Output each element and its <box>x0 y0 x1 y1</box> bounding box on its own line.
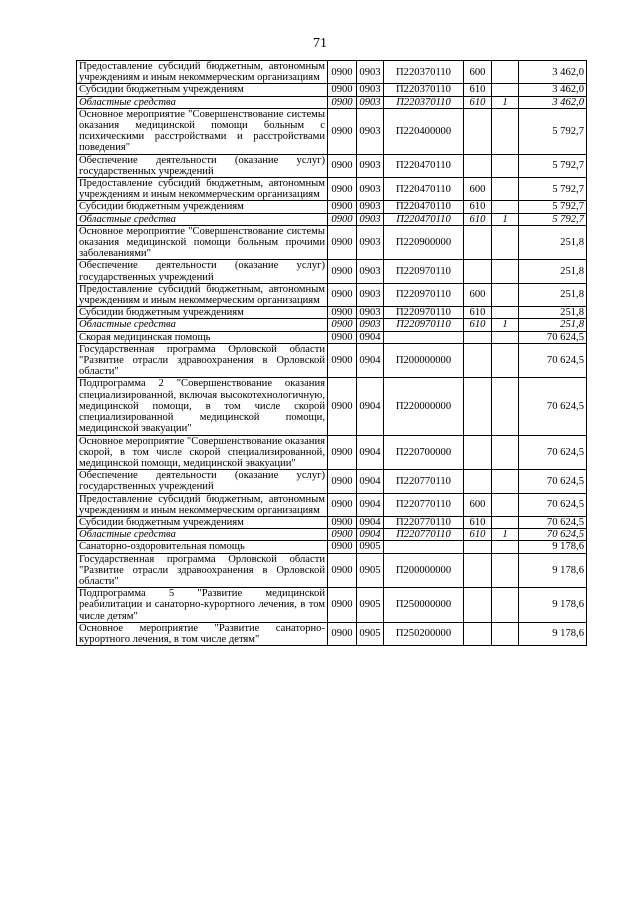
amount-cell: 70 624,5 <box>519 378 587 435</box>
expense-type-cell: 600 <box>464 283 492 306</box>
subsection-code-cell: 0903 <box>357 154 384 177</box>
row-name-cell: Областные средства <box>77 96 328 108</box>
amount-cell: 9 178,6 <box>519 553 587 588</box>
target-article-cell: П220770110 <box>384 516 464 528</box>
section-code-cell: 0900 <box>328 319 357 331</box>
target-article-cell <box>384 331 464 343</box>
table-row <box>77 553 587 588</box>
funding-source-cell <box>492 61 519 84</box>
row-name-cell: Санаторно-оздоровительная помощь <box>77 541 328 553</box>
table-row <box>77 319 587 331</box>
section-code-cell: 0900 <box>328 622 357 645</box>
subsection-code-cell: 0903 <box>357 108 384 154</box>
expense-type-cell: 610 <box>464 319 492 331</box>
funding-source-cell <box>492 260 519 283</box>
section-code-cell: 0900 <box>328 84 357 96</box>
section-code-cell: 0900 <box>328 516 357 528</box>
funding-source-cell <box>492 331 519 343</box>
row-name-cell: Основное мероприятие "Совершенствование оказания скорой, в том числе скорой специализированной, медицинской помощи, медицинской эвакуации" <box>77 435 328 470</box>
amount-cell: 5 792,7 <box>519 201 587 213</box>
target-article-cell: П220970110 <box>384 260 464 283</box>
funding-source-cell <box>492 225 519 260</box>
section-code-cell: 0900 <box>328 553 357 588</box>
section-code-cell: 0900 <box>328 178 357 201</box>
expense-type-cell <box>464 108 492 154</box>
amount-cell: 5 792,7 <box>519 213 587 225</box>
subsection-code-cell: 0904 <box>357 343 384 378</box>
funding-source-cell <box>492 516 519 528</box>
target-article-cell: П220470110 <box>384 213 464 225</box>
budget-table-body <box>77 61 587 646</box>
table-row <box>77 470 587 493</box>
expense-type-cell <box>464 378 492 435</box>
section-code-cell: 0900 <box>328 283 357 306</box>
row-name-cell: Предоставление субсидий бюджетным, автономным учреждениям и иным некоммерческим организациям <box>77 493 328 516</box>
table-row <box>77 201 587 213</box>
section-code-cell: 0900 <box>328 108 357 154</box>
expense-type-cell <box>464 331 492 343</box>
row-name-cell: Субсидии бюджетным учреждениям <box>77 84 328 96</box>
target-article-cell: П200000000 <box>384 343 464 378</box>
amount-cell: 251,8 <box>519 319 587 331</box>
row-name-cell: Государственная программа Орловской области "Развитие отрасли здравоохранения в Орловской области" <box>77 553 328 588</box>
funding-source-cell <box>492 622 519 645</box>
funding-source-cell <box>492 588 519 623</box>
target-article-cell <box>384 541 464 553</box>
funding-source-cell <box>492 553 519 588</box>
amount-cell: 5 792,7 <box>519 178 587 201</box>
table-row <box>77 622 587 645</box>
table-row <box>77 541 587 553</box>
amount-cell: 70 624,5 <box>519 331 587 343</box>
expense-type-cell <box>464 435 492 470</box>
target-article-cell: П220770110 <box>384 470 464 493</box>
funding-source-cell <box>492 307 519 319</box>
row-name-cell: Субсидии бюджетным учреждениям <box>77 307 328 319</box>
subsection-code-cell: 0904 <box>357 470 384 493</box>
expense-type-cell: 610 <box>464 529 492 541</box>
expense-type-cell: 610 <box>464 201 492 213</box>
section-code-cell: 0900 <box>328 470 357 493</box>
expense-type-cell <box>464 622 492 645</box>
funding-source-cell <box>492 283 519 306</box>
subsection-code-cell: 0903 <box>357 61 384 84</box>
expense-type-cell <box>464 225 492 260</box>
expense-type-cell <box>464 470 492 493</box>
table-row <box>77 154 587 177</box>
funding-source-cell: 1 <box>492 319 519 331</box>
row-name-cell: Скорая медицинская помощь <box>77 331 328 343</box>
row-name-cell: Предоставление субсидий бюджетным, автономным учреждениям и иным некоммерческим организациям <box>77 283 328 306</box>
table-row <box>77 307 587 319</box>
funding-source-cell: 1 <box>492 213 519 225</box>
table-row <box>77 213 587 225</box>
funding-source-cell: 1 <box>492 529 519 541</box>
section-code-cell: 0900 <box>328 201 357 213</box>
section-code-cell: 0900 <box>328 588 357 623</box>
table-row <box>77 178 587 201</box>
amount-cell: 251,8 <box>519 283 587 306</box>
amount-cell: 251,8 <box>519 260 587 283</box>
section-code-cell: 0900 <box>328 331 357 343</box>
subsection-code-cell: 0904 <box>357 435 384 470</box>
subsection-code-cell: 0905 <box>357 622 384 645</box>
funding-source-cell <box>492 201 519 213</box>
funding-source-cell <box>492 154 519 177</box>
section-code-cell: 0900 <box>328 260 357 283</box>
target-article-cell: П220970110 <box>384 319 464 331</box>
target-article-cell: П220370110 <box>384 96 464 108</box>
target-article-cell: П220770110 <box>384 529 464 541</box>
amount-cell: 3 462,0 <box>519 96 587 108</box>
section-code-cell: 0900 <box>328 307 357 319</box>
target-article-cell: П220970110 <box>384 283 464 306</box>
row-name-cell: Субсидии бюджетным учреждениям <box>77 201 328 213</box>
subsection-code-cell: 0903 <box>357 178 384 201</box>
target-article-cell: П220470110 <box>384 154 464 177</box>
target-article-cell: П220770110 <box>384 493 464 516</box>
funding-source-cell <box>492 178 519 201</box>
expense-type-cell: 600 <box>464 493 492 516</box>
subsection-code-cell: 0903 <box>357 260 384 283</box>
section-code-cell: 0900 <box>328 493 357 516</box>
table-row <box>77 493 587 516</box>
expense-type-cell: 600 <box>464 61 492 84</box>
amount-cell: 5 792,7 <box>519 108 587 154</box>
expense-type-cell: 610 <box>464 213 492 225</box>
row-name-cell: Областные средства <box>77 213 328 225</box>
table-row <box>77 331 587 343</box>
table-row <box>77 588 587 623</box>
funding-source-cell <box>492 84 519 96</box>
target-article-cell: П220700000 <box>384 435 464 470</box>
section-code-cell: 0900 <box>328 96 357 108</box>
amount-cell: 70 624,5 <box>519 470 587 493</box>
subsection-code-cell: 0903 <box>357 307 384 319</box>
expense-type-cell: 600 <box>464 178 492 201</box>
section-code-cell: 0900 <box>328 154 357 177</box>
expense-type-cell: 610 <box>464 307 492 319</box>
section-code-cell: 0900 <box>328 541 357 553</box>
section-code-cell: 0900 <box>328 529 357 541</box>
table-row <box>77 378 587 435</box>
subsection-code-cell: 0903 <box>357 201 384 213</box>
expense-type-cell: 610 <box>464 516 492 528</box>
funding-source-cell <box>492 108 519 154</box>
amount-cell: 251,8 <box>519 307 587 319</box>
row-name-cell: Подпрограмма 5 "Развитие медицинской реабилитации и санаторно-курортного лечения, в том числе детям" <box>77 588 328 623</box>
section-code-cell: 0900 <box>328 378 357 435</box>
amount-cell: 70 624,5 <box>519 529 587 541</box>
amount-cell: 70 624,5 <box>519 516 587 528</box>
expense-type-cell <box>464 588 492 623</box>
page-number: 71 <box>313 36 327 51</box>
subsection-code-cell: 0903 <box>357 225 384 260</box>
row-name-cell: Областные средства <box>77 529 328 541</box>
table-row <box>77 529 587 541</box>
section-code-cell: 0900 <box>328 343 357 378</box>
funding-source-cell <box>492 470 519 493</box>
row-name-cell: Обеспечение деятельности (оказание услуг) государственных учреждений <box>77 154 328 177</box>
subsection-code-cell: 0903 <box>357 319 384 331</box>
expense-type-cell <box>464 541 492 553</box>
funding-source-cell <box>492 493 519 516</box>
row-name-cell: Основное мероприятие "Совершенствование системы оказания медицинской помощи больным с психическими расстройствами и расстройствами поведения" <box>77 108 328 154</box>
row-name-cell: Подпрограмма 2 "Совершенствование оказания специализированной, включая высокотехнологичную, медицинской помощи, в том числе скорой специализированной медицинской помощи, медицинской эвакуации" <box>77 378 328 435</box>
table-row <box>77 343 587 378</box>
target-article-cell: П220370110 <box>384 61 464 84</box>
table-row <box>77 435 587 470</box>
subsection-code-cell: 0903 <box>357 213 384 225</box>
subsection-code-cell: 0904 <box>357 378 384 435</box>
amount-cell: 9 178,6 <box>519 622 587 645</box>
subsection-code-cell: 0905 <box>357 588 384 623</box>
target-article-cell: П250000000 <box>384 588 464 623</box>
target-article-cell: П250200000 <box>384 622 464 645</box>
subsection-code-cell: 0904 <box>357 529 384 541</box>
target-article-cell: П220400000 <box>384 108 464 154</box>
funding-source-cell <box>492 541 519 553</box>
amount-cell: 5 792,7 <box>519 154 587 177</box>
table-row <box>77 225 587 260</box>
section-code-cell: 0900 <box>328 213 357 225</box>
row-name-cell: Обеспечение деятельности (оказание услуг) государственных учреждений <box>77 260 328 283</box>
table-row <box>77 84 587 96</box>
target-article-cell: П220970110 <box>384 307 464 319</box>
subsection-code-cell: 0905 <box>357 553 384 588</box>
expense-type-cell <box>464 343 492 378</box>
row-name-cell: Предоставление субсидий бюджетным, автономным учреждениям и иным некоммерческим организациям <box>77 61 328 84</box>
subsection-code-cell: 0903 <box>357 84 384 96</box>
expense-type-cell: 610 <box>464 84 492 96</box>
expense-type-cell: 610 <box>464 96 492 108</box>
subsection-code-cell: 0904 <box>357 516 384 528</box>
amount-cell: 3 462,0 <box>519 84 587 96</box>
section-code-cell: 0900 <box>328 435 357 470</box>
target-article-cell: П220000000 <box>384 378 464 435</box>
target-article-cell: П220900000 <box>384 225 464 260</box>
section-code-cell: 0900 <box>328 225 357 260</box>
table-row <box>77 61 587 84</box>
funding-source-cell <box>492 343 519 378</box>
table-row <box>77 260 587 283</box>
budget-table <box>76 60 587 646</box>
funding-source-cell <box>492 435 519 470</box>
row-name-cell: Государственная программа Орловской области "Развитие отрасли здравоохранения в Орловской области" <box>77 343 328 378</box>
amount-cell: 9 178,6 <box>519 588 587 623</box>
table-row <box>77 516 587 528</box>
table-row <box>77 283 587 306</box>
row-name-cell: Основное мероприятие "Совершенствование системы оказания медицинской помощи больным прочими заболеваниями" <box>77 225 328 260</box>
expense-type-cell <box>464 154 492 177</box>
target-article-cell: П220470110 <box>384 178 464 201</box>
subsection-code-cell: 0903 <box>357 283 384 306</box>
amount-cell: 3 462,0 <box>519 61 587 84</box>
row-name-cell: Областные средства <box>77 319 328 331</box>
expense-type-cell <box>464 260 492 283</box>
amount-cell: 251,8 <box>519 225 587 260</box>
row-name-cell: Субсидии бюджетным учреждениям <box>77 516 328 528</box>
subsection-code-cell: 0903 <box>357 96 384 108</box>
amount-cell: 70 624,5 <box>519 493 587 516</box>
subsection-code-cell: 0904 <box>357 331 384 343</box>
amount-cell: 9 178,6 <box>519 541 587 553</box>
row-name-cell: Основное мероприятие "Развитие санаторно-курортного лечения, в том числе детям" <box>77 622 328 645</box>
row-name-cell: Обеспечение деятельности (оказание услуг) государственных учреждений <box>77 470 328 493</box>
funding-source-cell <box>492 378 519 435</box>
target-article-cell: П220470110 <box>384 201 464 213</box>
target-article-cell: П200000000 <box>384 553 464 588</box>
section-code-cell: 0900 <box>328 61 357 84</box>
table-row <box>77 96 587 108</box>
funding-source-cell: 1 <box>492 96 519 108</box>
row-name-cell: Предоставление субсидий бюджетным, автономным учреждениям и иным некоммерческим организациям <box>77 178 328 201</box>
subsection-code-cell: 0904 <box>357 493 384 516</box>
amount-cell: 70 624,5 <box>519 435 587 470</box>
target-article-cell: П220370110 <box>384 84 464 96</box>
table-row <box>77 108 587 154</box>
subsection-code-cell: 0905 <box>357 541 384 553</box>
amount-cell: 70 624,5 <box>519 343 587 378</box>
expense-type-cell <box>464 553 492 588</box>
